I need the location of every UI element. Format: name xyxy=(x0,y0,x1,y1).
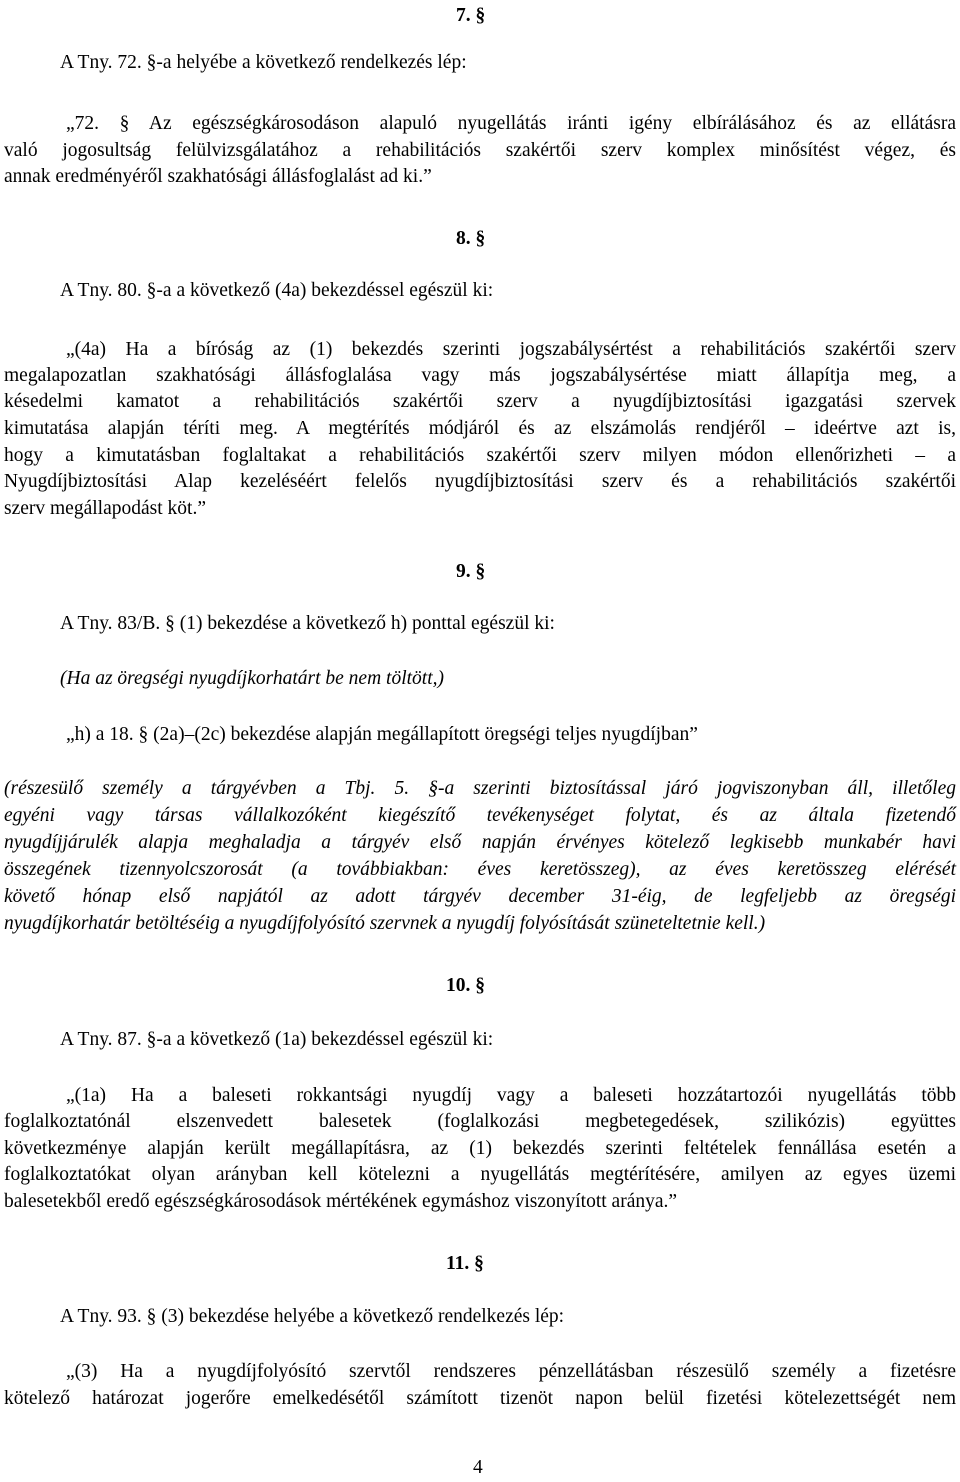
section-intro-7: A Tny. 72. §-a helyébe a következő rendelkezés lép: xyxy=(60,52,467,73)
section-heading-10: 10. § xyxy=(446,975,485,996)
page-number: 4 xyxy=(473,1457,483,1478)
quote-line: Nyugdíjbiztosítási Alap kezeléséért felelős nyugdíjbiztosítási szerv és a rehabilitációs szakértői xyxy=(4,471,956,492)
quote-line: balesetekből eredő egészségkárosodások mértékének egymáshoz viszonyított aránya.” xyxy=(4,1191,678,1212)
quote-line: szerv megállapodást köt.” xyxy=(4,498,206,519)
section-intro-8: A Tny. 80. §-a a következő (4a) bekezdéssel egészül ki: xyxy=(60,280,494,301)
italic-line: nyugdíjkorhatár betöltéséig a nyugdíjfolyósító szervnek a nyugdíj folyósítását szüneteltetnie kell.) xyxy=(4,913,766,934)
quote-line: késedelmi kamatot a rehabilitációs szakértői szerv a nyugdíjbiztosítási igazgatási szervek xyxy=(4,391,956,412)
quote-line: foglalkoztatókat olyan arányban kell kötelezni a nyugellátás megtérítésére, amilyen az egyes üzemi xyxy=(4,1164,956,1185)
quote-line: „72. § Az egészségkárosodáson alapuló nyugellátás iránti igény elbírálásához és az ellátásra xyxy=(66,113,956,134)
quote-line: való jogosultság felülvizsgálatához a rehabilitációs szakértői szerv komplex minősítést végez, és xyxy=(4,140,956,161)
quote-line: „(4a) Ha a bíróság az (1) bekezdés szerinti jogszabálysértést a rehabilitációs szakértői szerv xyxy=(66,339,956,360)
quote-line: foglalkoztatónál elszenvedett balesetek (foglalkozási megbetegedések, szilikózis) együttes xyxy=(4,1111,956,1132)
section-intro-10: A Tny. 87. §-a a következő (1a) bekezdéssel egészül ki: xyxy=(60,1029,494,1050)
italic-line: összegének tizennyolcszorosát (a továbbiakban: éves keretösszeg), az éves keretösszeg elérését xyxy=(4,859,956,880)
italic-line: (részesülő személy a tárgyévben a Tbj. 5. §-a szerinti biztosítással járó jogviszonyban áll, illetőleg xyxy=(4,778,956,799)
context-line: (Ha az öregségi nyugdíjkorhatárt be nem töltött,) xyxy=(60,668,445,689)
section-heading-7: 7. § xyxy=(456,5,486,26)
italic-line: egyéni vagy társas vállalkozóként kiegészítő tevékenységet folytat, és az általa fizetendő xyxy=(4,805,956,826)
point-line: „h) a 18. § (2a)–(2c) bekezdése alapján megállapított öregségi teljes nyugdíjban” xyxy=(66,724,698,745)
quote-line: következménye alapján került megállapításra, az (1) bekezdés szerinti feltételek fennállása esetén a xyxy=(4,1138,956,1159)
section-intro-9: A Tny. 83/B. § (1) bekezdése a következő h) ponttal egészül ki: xyxy=(60,613,555,634)
quote-line: kötelező határozat jogerőre emelkedésétől számított tizenöt napon belül fizetési kötelezettségét nem xyxy=(4,1388,956,1409)
section-heading-9: 9. § xyxy=(456,561,486,582)
quote-line: kimutatása alapján téríti meg. A megtérítés módjáról és az elszámolás rendjéről – ideértve azt is, xyxy=(4,418,956,439)
quote-line: annak eredményéről szakhatósági állásfoglalást ad ki.” xyxy=(4,166,432,187)
quote-line: megalapozatlan szakhatósági állásfoglalása vagy más jogszabálysértése miatt állapítja meg, a xyxy=(4,365,956,386)
quote-line: „(3) Ha a nyugdíjfolyósító szervtől rendszeres pénzellátásban részesülő személy a fizetésre xyxy=(66,1361,956,1382)
italic-line: nyugdíjjárulék alapja meghaladja a tárgyév első napján érvényes kötelező legkisebb munkabér havi xyxy=(4,832,956,853)
quote-line: hogy a kimutatásban foglaltakat a rehabilitációs szakértői szerv milyen módon ellenőrizheti – a xyxy=(4,445,956,466)
italic-line: követő hónap első napjától az adott tárgyév december 31-éig, de legfeljebb az öregségi xyxy=(4,886,956,907)
section-intro-11: A Tny. 93. § (3) bekezdése helyébe a következő rendelkezés lép: xyxy=(60,1306,565,1327)
quote-line: „(1a) Ha a baleseti rokkantsági nyugdíj vagy a baleseti hozzátartozói nyugellátás több xyxy=(66,1085,956,1106)
section-heading-8: 8. § xyxy=(456,228,486,249)
section-heading-11: 11. § xyxy=(446,1253,484,1274)
